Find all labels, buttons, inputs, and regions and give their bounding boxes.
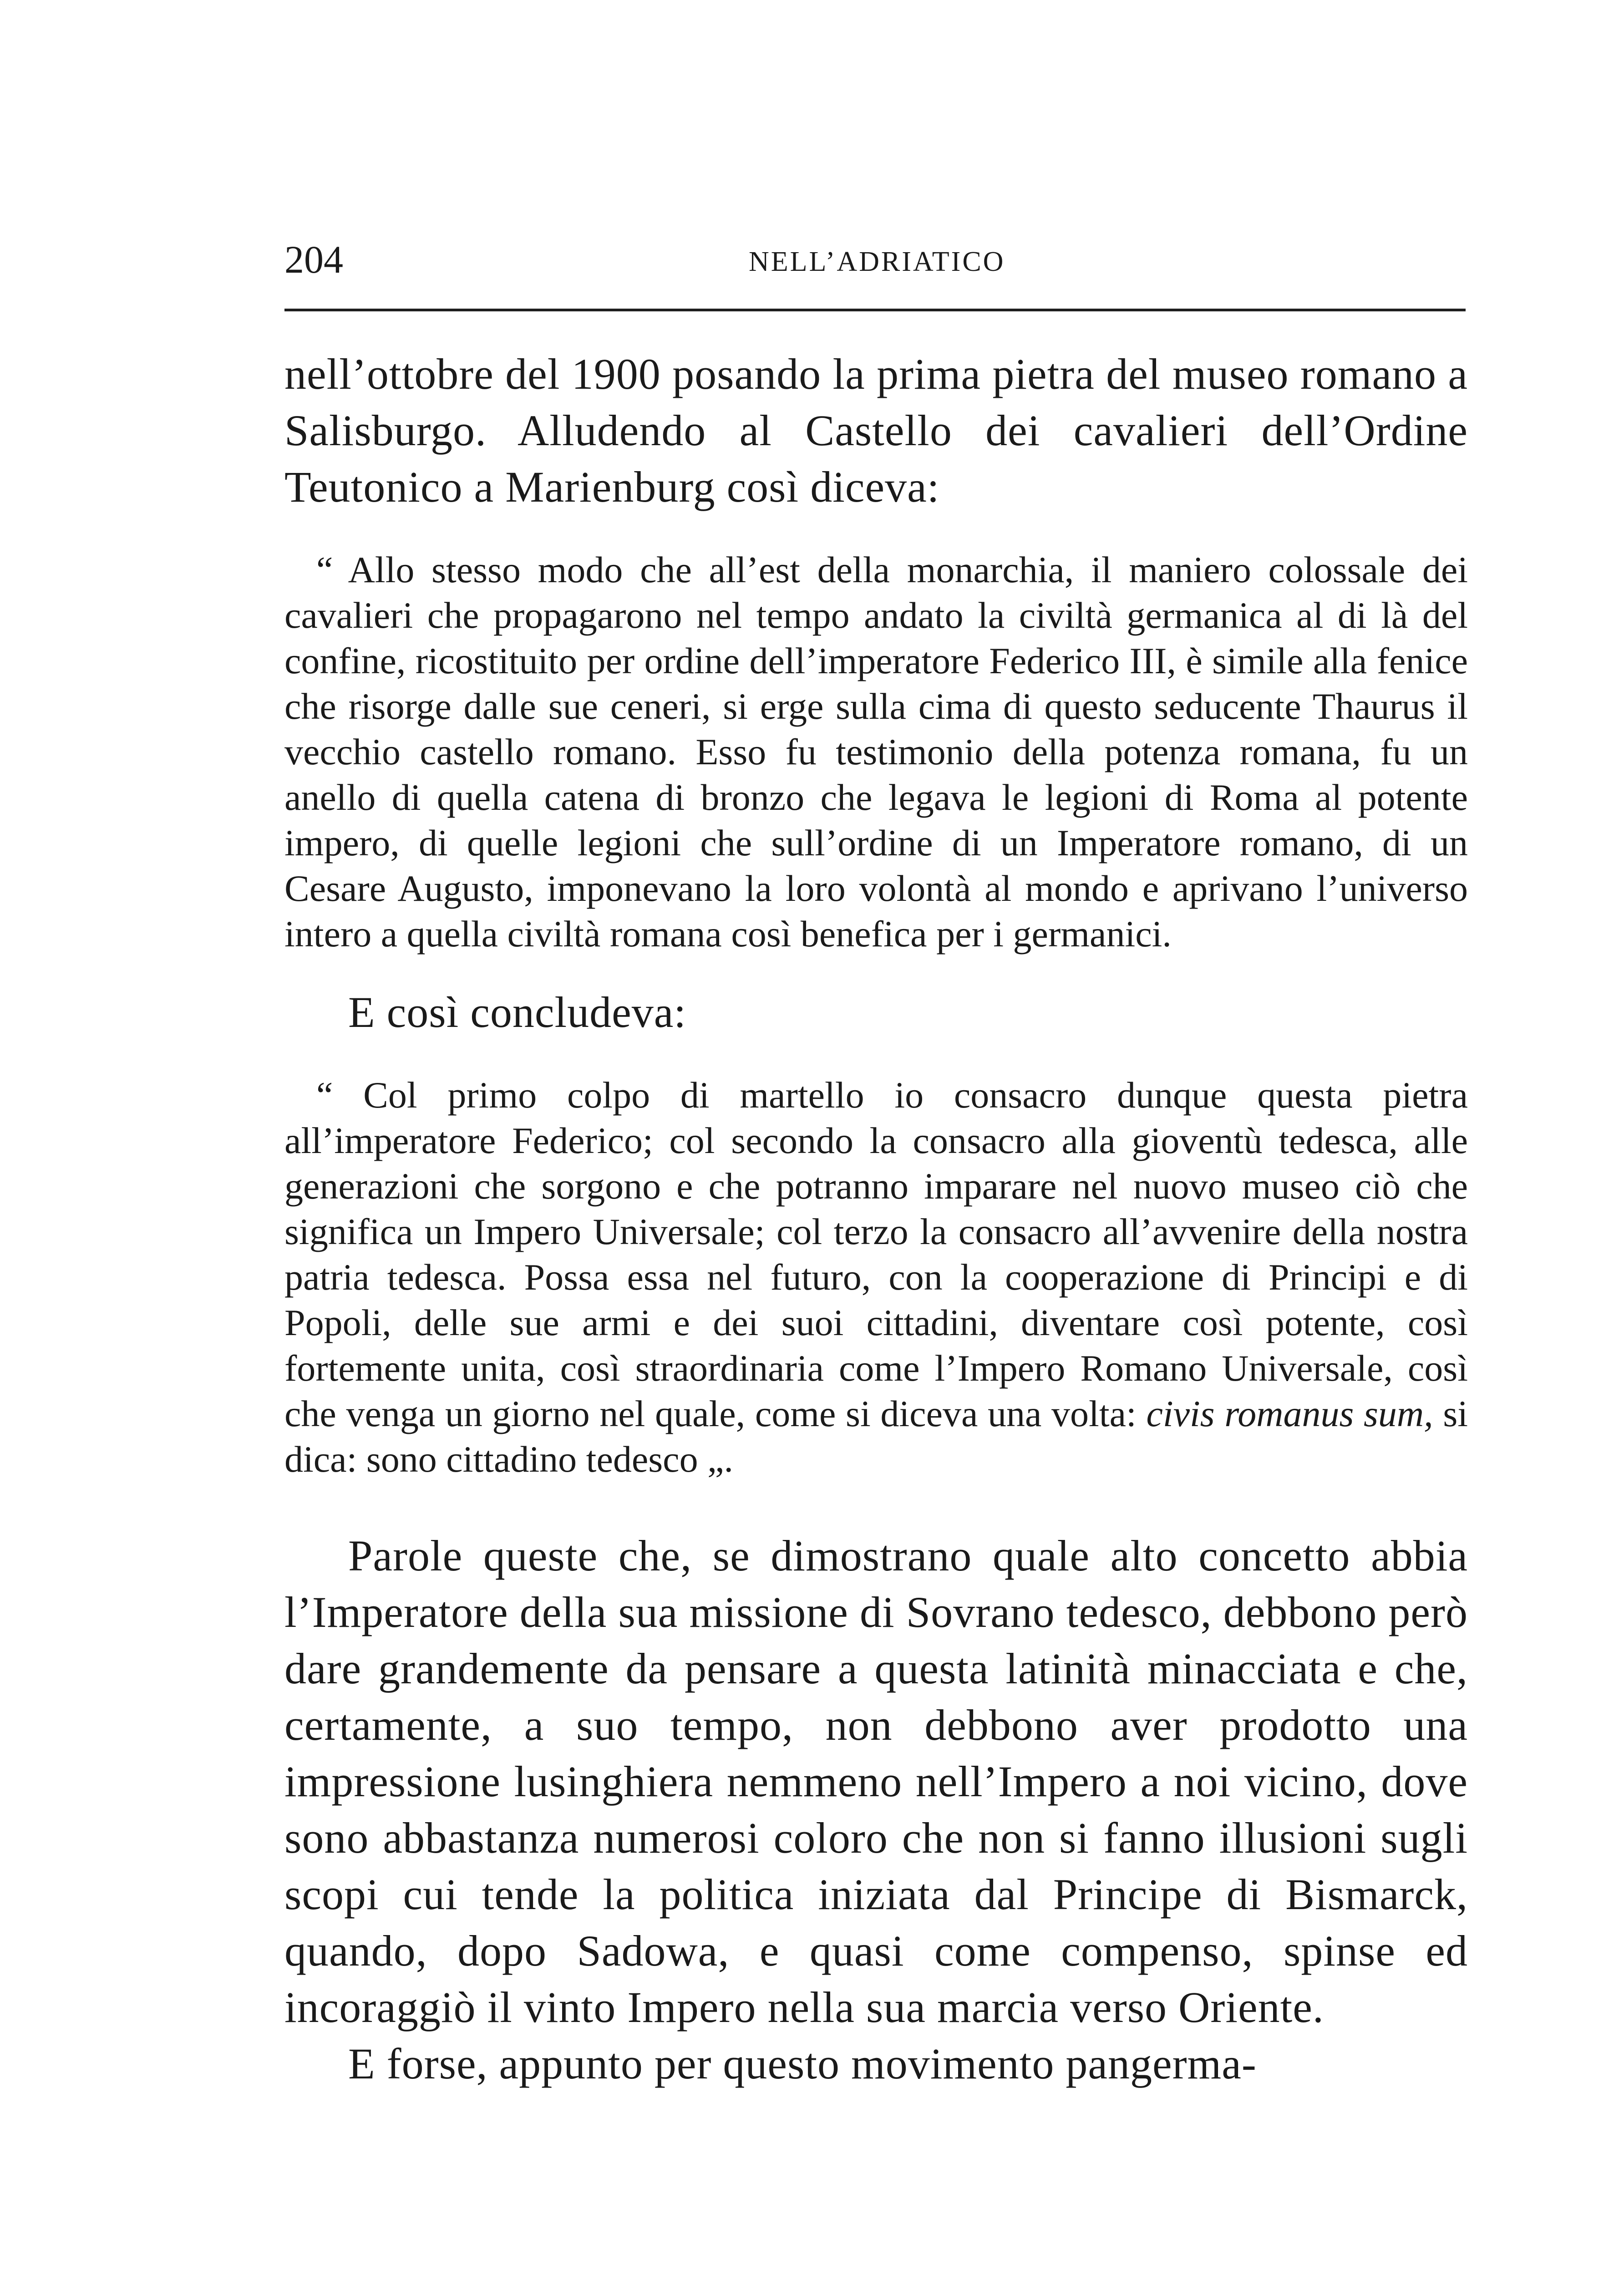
quotation-2-text-after: si dica: sono cittadino tedesco „. xyxy=(284,1393,1468,1480)
paragraph-1: nell’ottobre del 1900 posando la prima pietra del museo romano a Salisburgo. Alludendo al Castello dei cavalieri dell’Ordine Teutonico a Marienburg così diceva: xyxy=(284,350,1468,511)
running-title: NELL’ADRIATICO xyxy=(749,246,1005,277)
paragraph-2: E così concludeva: xyxy=(348,988,687,1036)
header-rule xyxy=(284,309,1466,311)
quotation-2-text-before: “ Col primo colpo di martello io consacro dunque questa pietra all’imperatore Federico; col secondo la consacro alla gioventù tedesca, alle generazioni che sorgono e che potranno imparare nel nuovo museo ciò che significa un Impero Universale; col terzo la consacro all’avvenire della nostra patria tedesca. Possa essa nel futuro, con la cooperazione di Principi e di Popoli, delle sue armi e dei suoi cittadini, diventare così potente, così fortemente unita, così straordinaria come l’Impero Romano Universale, così che venga un giorno nel quale, come si diceva una volta: xyxy=(284,1074,1468,1434)
page-number: 204 xyxy=(284,238,343,281)
page-content xyxy=(284,346,1468,2092)
running-header xyxy=(284,237,1468,291)
quotation-1: “ Allo stesso modo che all’est della monarchia, il maniero colossale dei cavalieri che propagarono nel tempo andato la civiltà germanica al di là del confine, ricostituito per ordine dell’imperatore Federico III, è simile alla fenice che risorge dalle sue ceneri, si erge sulla cima di questo seducente Thaurus il vecchio castello romano. Esso fu testimonio della potenza romana, fu un anello di quella catena di bronzo che legava le legioni di Roma al potente impero, di quelle legioni che sull’ordine di un Imperatore romano, di un Cesare Augusto, imponevano la loro volontà al mondo e aprivano l’universo intero a quella civiltà romana così benefica per i germanici. xyxy=(284,549,1468,955)
latin-phrase: civis romanus sum, xyxy=(1146,1393,1433,1434)
quotation-2 xyxy=(284,1072,1468,1482)
paragraph-4: E forse, appunto per questo movimento pangerma- xyxy=(348,2039,1257,2088)
paragraph-3: Parole queste che, se dimostrano quale alto concetto abbia l’Imperatore della sua missione di Sovrano tedesco, debbono però dare grandemente da pensare a questa latinità minacciata e che, certamente, a suo tempo, non debbono aver prodotto una impressione lusinghiera nemmeno nell’Impero a noi vicino, dove sono abbastanza numerosi coloro che non si fanno illusioni sugli scopi cui tende la politica iniziata dal Principe di Bismarck, quando, dopo Sadowa, e quasi come compenso, spinse ed incoraggiò il vinto Impero nella sua marcia verso Oriente. xyxy=(284,1531,1468,2032)
